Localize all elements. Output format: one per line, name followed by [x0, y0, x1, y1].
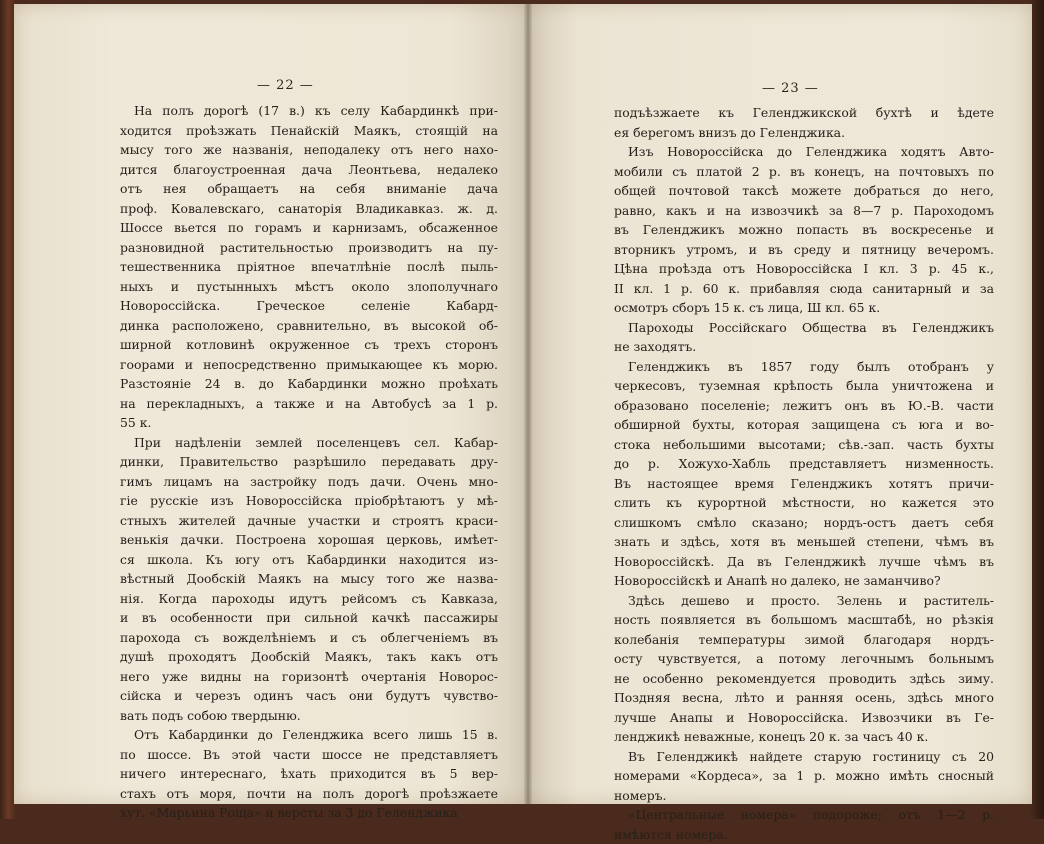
text-line: лучше Анапы и Новороссійска. Извозчики въ Ге-	[614, 708, 994, 728]
text-line: ся школа. Къ югу отъ Кабардинки находится из-	[120, 550, 498, 570]
text-line: Въ Геленджикѣ найдете старую гостиницу съ 20	[614, 747, 994, 767]
text-line: общей почтовой таксѣ можете добраться до него,	[614, 181, 994, 201]
text-line: ходится проѣзжать Пенайскій Маякъ, стоящій на	[120, 121, 498, 141]
text-line: имѣются номера.	[614, 825, 994, 844]
text-line: знать и здѣсь, хотя въ меньшей степени, чѣмъ въ	[614, 532, 994, 552]
page-number: — 23 —	[762, 81, 819, 96]
text-line: и въ особенности при сильной качкѣ пассажиры	[120, 608, 498, 628]
text-line: колебанія температуры зимой благодаря нордъ-	[614, 630, 994, 650]
text-line: гимъ лицамъ на застройку подъ дачи. Очень мно-	[120, 472, 498, 492]
text-line: Новороссійскѣ. Да въ Геленджикѣ лучше чѣмъ въ	[614, 552, 994, 572]
text-line: ширной котловинѣ окруженное съ трехъ сторонъ	[120, 335, 498, 355]
text-line: вѣстный Дообскій Маякъ на мысу того же назва-	[120, 569, 498, 589]
text-line: стока небольшими высотами; сѣв.-зап. часть бухты	[614, 435, 994, 455]
text-line: ленджикѣ неважные, конецъ 20 к. за часъ 40 к.	[614, 727, 994, 747]
text-line: образовано поселеніе; лежитъ онъ въ Ю.-В. части	[614, 396, 994, 416]
text-line: мысу того же названія, неподалеку отъ него нахо-	[120, 140, 498, 160]
text-line: проф. Ковалевскаго, санаторія Владикавказ. ж. д.	[120, 199, 498, 219]
text-line: не особенно рекомендуется проводить здѣсь зиму.	[614, 669, 994, 689]
text-line: динки, Правительство разрѣшило передавать дру-	[120, 452, 498, 472]
text-line: Изъ Новороссійска до Геленджика ходятъ Авто-	[614, 142, 994, 162]
text-line: ность появляется въ большомъ масштабѣ, но рѣзкія	[614, 610, 994, 630]
text-line: сійска и черезъ одинъ часъ они будутъ чувство-	[120, 686, 498, 706]
text-line: ничего интереснаго, ѣхать приходится въ 5 вер-	[120, 764, 498, 784]
text-line: ея берегомъ внизъ до Геленджика.	[614, 123, 994, 143]
text-line: Шоссе вьется по горамъ и карнизамъ, обсаженное	[120, 218, 498, 238]
text-line: слить къ курортной мѣстности, но кажется это	[614, 493, 994, 513]
text-line: ныхъ и пустынныхъ мѣстъ около злополучнаго	[120, 277, 498, 297]
text-line: тешественника пріятное впечатлѣніе послѣ пыль-	[120, 257, 498, 277]
text-line: нія. Когда пароходы идутъ рейсомъ съ Кавказа,	[120, 589, 498, 609]
text-line: хут. «Марьина Роща» и версты за 3 до Геленджика	[120, 803, 498, 823]
text-line: «Центральные номера» подороже; отъ 1—2 р.	[614, 805, 994, 825]
page-body	[614, 103, 994, 844]
page-body	[120, 101, 498, 823]
text-line: номерами «Кордеса», за 1 р. можно имѣть сносный	[614, 766, 994, 786]
text-line: номеръ.	[614, 786, 994, 806]
text-line: осту чувствуется, а потому легочнымъ больнымъ	[614, 649, 994, 669]
text-line: дится благоустроенная дача Леонтьева, недалеко	[120, 160, 498, 180]
text-line: разновидной растительностью производитъ на пу-	[120, 238, 498, 258]
text-line: него уже видны на горизонтѣ очертанія Новорос-	[120, 667, 498, 687]
text-line: отъ нея обращаетъ на себя вниманіе дача	[120, 179, 498, 199]
text-line: душѣ проходятъ Дообскій Маякъ, такъ какъ отъ	[120, 647, 498, 667]
right-page	[528, 4, 1032, 804]
text-line: При надѣленіи землей поселенцевъ сел. Кабар-	[120, 433, 498, 453]
text-line: Отъ Кабардинки до Геленджика всего лишь 15 в.	[120, 725, 498, 745]
text-line: по шоссе. Въ этой части шоссе не представляетъ	[120, 745, 498, 765]
text-line: Здѣсь дешево и просто. Зелень и раститель-	[614, 591, 994, 611]
text-line: равно, какъ и на извозчикѣ за 8—7 р. Пароходомъ	[614, 201, 994, 221]
text-line: 55 к.	[120, 413, 498, 433]
text-line: подъѣзжаете къ Геленджикской бухтѣ и ѣдете	[614, 103, 994, 123]
left-page	[14, 4, 528, 804]
text-line: осмотръ сборъ 15 к. съ лица, Ш кл. 65 к.	[614, 298, 994, 318]
text-line: мобили съ платой 2 р. въ конецъ, на почтовыхъ по	[614, 162, 994, 182]
text-line: черкесовъ, туземная крѣпость была уничтожена и	[614, 376, 994, 396]
text-line: вторникъ утромъ, и въ среду и пятницу вечеромъ.	[614, 240, 994, 260]
text-line: гоорами и непосредственно примыкающее къ морю.	[120, 355, 498, 375]
text-line: стныхъ жителей дачные участки и строятъ краси-	[120, 511, 498, 531]
text-line: въ Геленджикъ можно попасть въ воскресенье и	[614, 220, 994, 240]
text-line: Разстояніе 24 в. до Кабардинки можно проѣхать	[120, 374, 498, 394]
text-line: гіе русскіе изъ Новороссійска пріобрѣтаютъ у мѣ-	[120, 491, 498, 511]
text-line: на перекладныхъ, а также и на Автобусѣ за 1 р.	[120, 394, 498, 414]
text-line: обширной бухты, которая защищена съ юга и во-	[614, 415, 994, 435]
text-line: Цѣна проѣзда отъ Новороссійска I кл. 3 р. 45 к.,	[614, 259, 994, 279]
text-line: Пароходы Россійскаго Общества въ Геленджикъ	[614, 318, 994, 338]
text-line: динка расположено, сравнительно, въ высокой об-	[120, 316, 498, 336]
text-line: венькія дачки. Построена хорошая церковь, имѣет-	[120, 530, 498, 550]
text-line: II кл. 1 р. 60 к. прибавляя сюда санитарный и за	[614, 279, 994, 299]
text-line: парохода съ вожделѣніемъ и съ облегченіемъ въ	[120, 628, 498, 648]
text-line: стахъ отъ моря, почти на полъ дорогѣ проѣзжаете	[120, 784, 498, 804]
text-line: Поздняя весна, лѣто и ранняя осень, здѣсь много	[614, 688, 994, 708]
text-line: На полъ дорогѣ (17 в.) къ селу Кабардинкѣ при-	[120, 101, 498, 121]
text-line: вать подъ собою твердыню.	[120, 706, 498, 726]
text-line: Геленджикъ въ 1857 году былъ отобранъ у	[614, 357, 994, 377]
text-line: не заходятъ.	[614, 337, 994, 357]
text-line: слишкомъ смѣло сказано; нордъ-остъ даетъ себя	[614, 513, 994, 533]
text-line: Новороссійска. Греческое селеніе Кабард-	[120, 296, 498, 316]
book-gutter	[524, 4, 532, 804]
text-line: до р. Хожухо-Хабль представляетъ низменность.	[614, 454, 994, 474]
page-number: — 22 —	[257, 78, 314, 93]
text-line: Новороссійскѣ и Анапѣ но далеко, не заманчиво?	[614, 571, 994, 591]
text-line: Въ настоящее время Геленджикъ хотятъ причи-	[614, 474, 994, 494]
